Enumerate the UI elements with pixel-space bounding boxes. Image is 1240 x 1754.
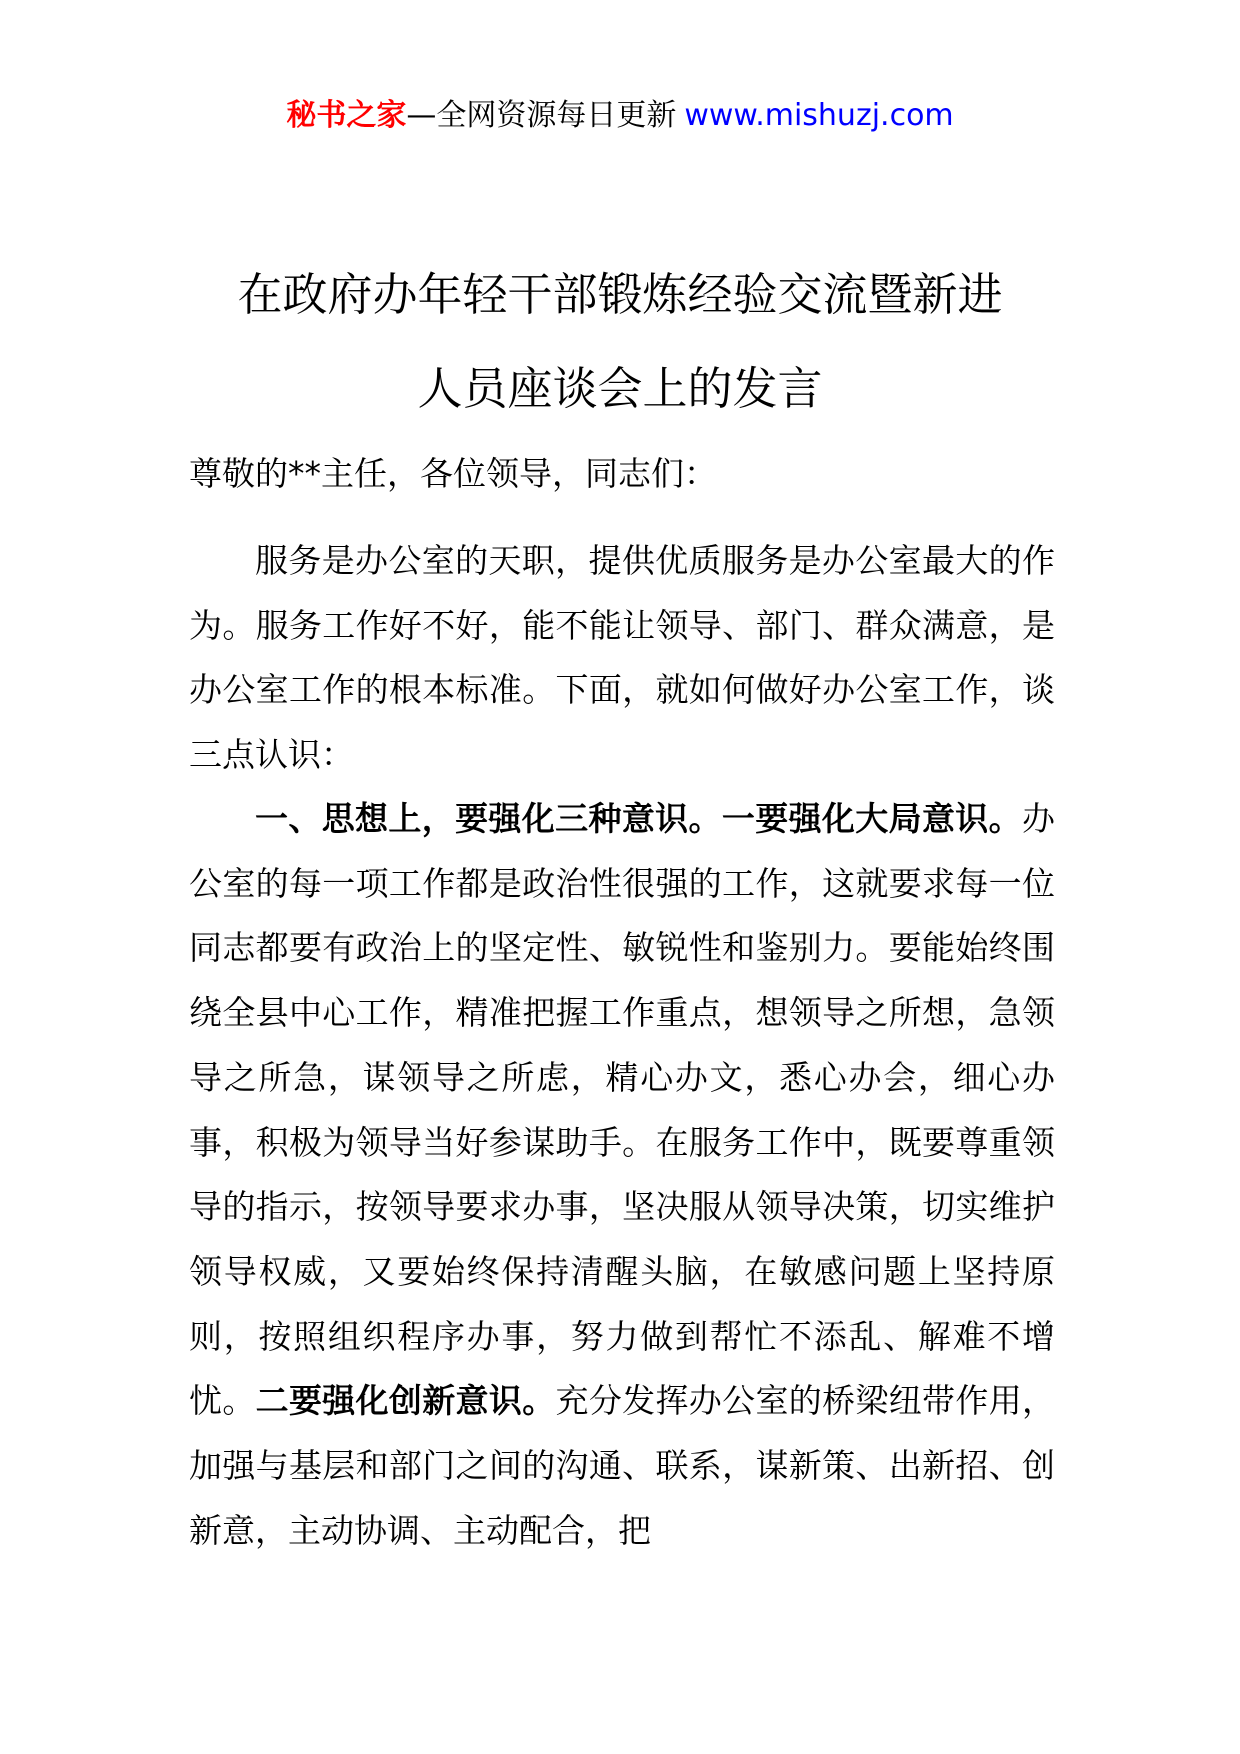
page-header (0, 96, 1240, 136)
site-url-link[interactable]: www.mishuzj.com (684, 98, 954, 133)
site-slogan: —全网资源每日更新 (406, 98, 677, 133)
document-title (150, 248, 1090, 436)
paragraph-section-one (189, 787, 1055, 1563)
section-one-subheading: 二要强化创新意识。 (255, 1381, 556, 1421)
section-one-heading: 一、思想上，要强化三种意识。一要强化大局意识。 (255, 799, 1022, 838)
title-line-2: 人员座谈会上的发言 (417, 362, 823, 415)
paragraph-intro: 服务是办公室的天职，提供优质服务是办公室最大的作为。服务工作好不好，能不能让领导、部门、群众满意，是办公室工作的根本标准。下面，就如何做好办公室工作，谈三点认识： (189, 541, 1055, 775)
brand-name: 秘书之家 (286, 98, 407, 133)
salutation: 尊敬的**主任，各位领导，同志们： (189, 454, 717, 493)
section-one-text: 办公室的每一项工作都是政治性很强的工作，这就要求每一位同志都要有政治上的坚定性、敏锐性和鉴别力。要能始终围绕全县中心工作，精准把握工作重点，想领导之所想，急领导之所急，谋领导之所虑，精心办文，悉心办会，细心办事，积极为领导当好参谋助手。在服务工作中，既要尊重领导的指示，按领导要求办事，坚决服从领导决策，切实维护领导权威，又要始终保持清醒头脑，在敏感问题上坚持原则，按照组织程序办事，努力做到帮忙不添乱、解难不增忧。 (189, 799, 1055, 1421)
title-line-1: 在政府办年轻干部锻炼经验交流暨新进 (237, 268, 1003, 321)
section-one-text-continued: 充分发挥办公室的桥梁纽带作用，加强与基层和部门之间的沟通、联系，谋新策、出新招、创新意，主动协调、主动配合，把 (189, 1381, 1056, 1550)
